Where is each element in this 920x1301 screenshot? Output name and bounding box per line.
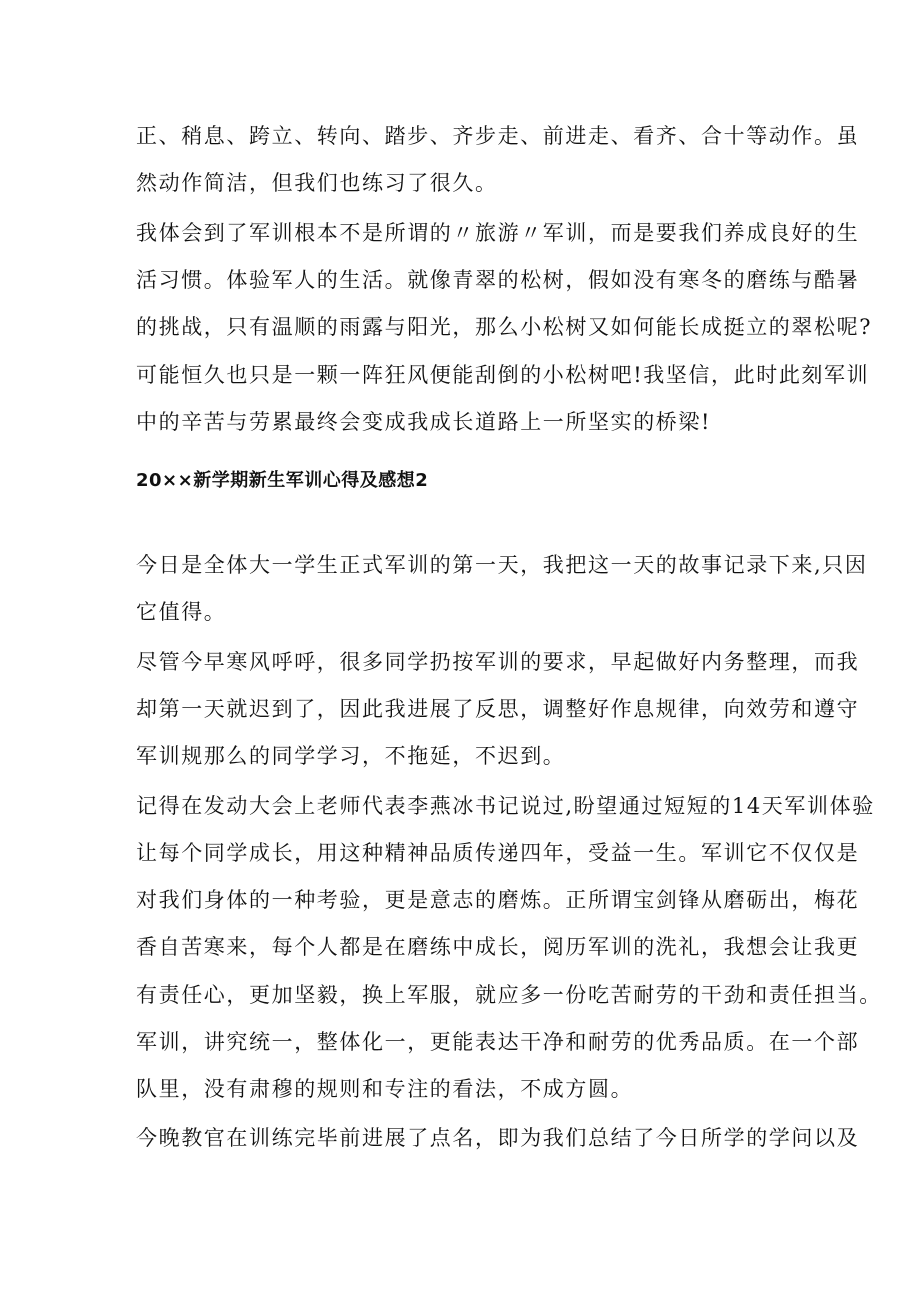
body-text-line: 有责任心，更加坚毅，换上军服，就应多一份吃苦耐劳的干劲和责任担当。	[136, 983, 882, 1007]
body-text-line: 对我们身体的一种考验，更是意志的磨炼。正所谓宝剑锋从磨砺出，梅花	[136, 888, 860, 912]
body-text-line: 中的辛苦与劳累最终会变成我成长道路上一所坚实的桥梁!	[136, 410, 712, 434]
body-text-line: 的挑战，只有温顺的雨露与阳光，那么小松树又如何能长成挺立的翠松呢?	[136, 315, 873, 339]
body-text-line: 然动作简洁，但我们也练习了很久。	[136, 171, 498, 195]
body-text-line: 却第一天就迟到了，因此我进展了反思，调整好作息规律，向效劳和遵守	[136, 697, 860, 721]
body-text-line: 队里，没有肃穆的规则和专注的看法，不成方圆。	[136, 1077, 634, 1101]
body-text-line: 让每个同学成长，用这种精神品质传递四年，受益一生。军训它不仅仅是	[136, 841, 860, 865]
body-text-line: 活习惯。体验军人的生活。就像青翠的松树，假如没有寒冬的磨练与酷暑	[136, 268, 860, 292]
body-text-line: 它值得。	[136, 600, 227, 624]
body-text-line: 正、稍息、跨立、转向、踏步、齐步走、前进走、看齐、合十等动作。虽	[136, 124, 860, 148]
section-heading: 20××新学期新生军训心得及感想2	[136, 470, 429, 491]
body-text-line: 记得在发动大会上老师代表李燕冰书记说过,盼望通过短短的14天军训体验	[136, 794, 875, 818]
body-text-line: 今晚教官在训练完毕前进展了点名，即为我们总结了今日所学的学问以及	[136, 1126, 860, 1150]
body-text-line: 我体会到了军训根本不是所谓的〃旅游〃军训，而是要我们养成良好的生	[136, 221, 860, 245]
body-text-line: 军训，讲究统一，整体化一，更能表达干净和耐劳的优秀品质。在一个部	[136, 1030, 860, 1054]
body-text-line: 香自苦寒来，每个人都是在磨练中成长，阅历军训的洗礼，我想会让我更	[136, 935, 860, 959]
body-text-line: 可能恒久也只是一颗一阵狂风便能刮倒的小松树吧!我坚信，此时此刻军训	[136, 363, 870, 387]
body-text-line: 尽管今早寒风呼呼，很多同学扔按军训的要求，早起做好内务整理，而我	[136, 650, 860, 674]
body-text-line: 军训规那么的同学学习，不拖延，不迟到。	[136, 744, 566, 768]
body-text-line: 今日是全体大一学生正式军训的第一天，我把这一天的故事记录下来,只因	[136, 553, 868, 577]
